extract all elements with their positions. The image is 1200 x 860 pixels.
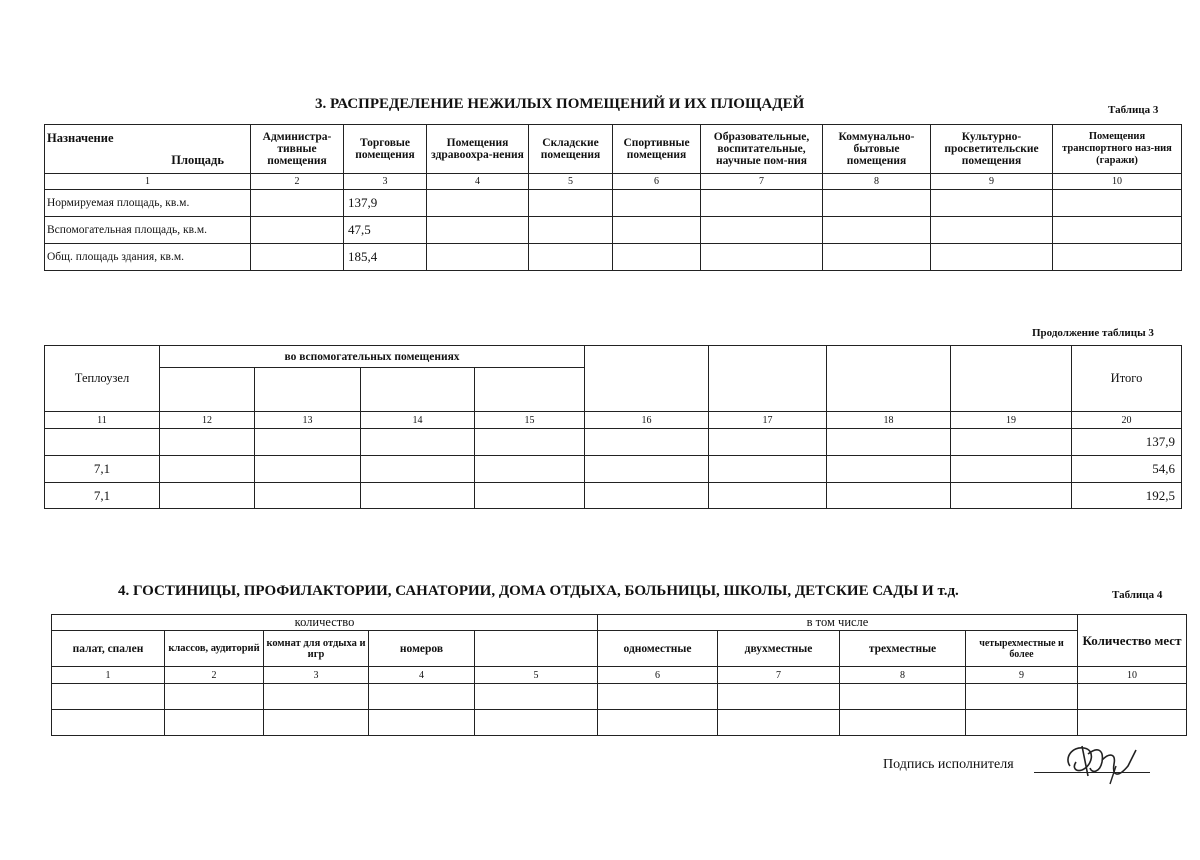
table-cell	[701, 190, 823, 217]
column-number: 2	[165, 667, 264, 684]
column-number: 7	[701, 174, 823, 190]
table3-continuation	[44, 345, 1182, 509]
table4-header-row	[52, 631, 1187, 667]
table-row	[52, 710, 1187, 736]
table-cell	[613, 217, 701, 244]
table-cell	[931, 217, 1053, 244]
table3-header-cell: Помещения транспортного наз-ния (гаражи)	[1053, 125, 1182, 174]
table-cell	[475, 483, 585, 509]
total-cell: 192,5	[1072, 483, 1182, 509]
table-cell	[718, 710, 840, 736]
column-number: 4	[369, 667, 475, 684]
table-cell	[251, 217, 344, 244]
signature-image	[1058, 736, 1142, 786]
table-cell	[251, 244, 344, 271]
column-number: 1	[52, 667, 165, 684]
table-cell	[598, 684, 718, 710]
header-aux-group: во вспомогательных помещениях	[160, 346, 585, 368]
table-cell	[709, 429, 827, 456]
column-number: 18	[827, 412, 951, 429]
table-cell	[475, 710, 598, 736]
table-cell	[264, 710, 369, 736]
table-cell	[718, 684, 840, 710]
total-cell: 54,6	[1072, 456, 1182, 483]
table-cell	[255, 368, 361, 412]
table3-header-cell: Складские помещения	[529, 125, 613, 174]
table-cell	[165, 710, 264, 736]
table-cell	[931, 190, 1053, 217]
table4-header-cell: одноместные	[598, 631, 718, 667]
column-number: 4	[427, 174, 529, 190]
table-cell	[52, 710, 165, 736]
column-number: 2	[251, 174, 344, 190]
table-cell	[827, 346, 951, 412]
column-number: 7	[718, 667, 840, 684]
table-row	[45, 190, 1182, 217]
table3-header-cell: Образовательные, воспитательные, научные пом-ния	[701, 125, 823, 174]
column-number: 12	[160, 412, 255, 429]
table-cell	[427, 190, 529, 217]
signature-label: Подпись исполнителя	[883, 757, 1014, 772]
table3-header-cell: Спортивные помещения	[613, 125, 701, 174]
table-cell	[827, 456, 951, 483]
column-number: 10	[1053, 174, 1182, 190]
column-number: 16	[585, 412, 709, 429]
table3-header-cell: Администра-тивные помещения	[251, 125, 344, 174]
column-number: 13	[255, 412, 361, 429]
table-cell	[160, 456, 255, 483]
table-cell	[529, 190, 613, 217]
table-cell	[361, 456, 475, 483]
table4-label: Таблица 4	[1112, 589, 1163, 601]
table-cell	[529, 244, 613, 271]
header-teploouzel: Теплоузел	[45, 346, 160, 412]
table-cell	[160, 483, 255, 509]
corner-top-label: Назначение	[47, 131, 114, 145]
table-cell	[823, 217, 931, 244]
header-including-group: в том числе	[598, 615, 1078, 631]
table4-header-cell: двухместные	[718, 631, 840, 667]
table-cell	[585, 346, 709, 412]
column-number: 8	[840, 667, 966, 684]
table-cell	[1078, 684, 1187, 710]
table-cell	[709, 456, 827, 483]
table-row	[45, 217, 1182, 244]
table-cell	[827, 483, 951, 509]
table-row	[45, 456, 1182, 483]
table-cell: 137,9	[344, 190, 427, 217]
table-cell	[475, 368, 585, 412]
table4-header-cell: классов, аудиторий	[165, 631, 264, 667]
table-cell	[966, 684, 1078, 710]
table3	[44, 124, 1182, 271]
column-number: 19	[951, 412, 1072, 429]
continuation-number-row	[45, 412, 1182, 429]
table-cell	[951, 429, 1072, 456]
continuation-header-row	[45, 346, 1182, 368]
table-cell	[840, 684, 966, 710]
table4-title: 4. ГОСТИНИЦЫ, ПРОФИЛАКТОРИИ, САНАТОРИИ, ДОМА ОТДЫХА, БОЛЬНИЦЫ, ШКОЛЫ, ДЕТСКИЕ САДЫ И т.д.	[118, 583, 959, 599]
table-cell: 7,1	[45, 483, 160, 509]
table-cell: 185,4	[344, 244, 427, 271]
table-cell	[585, 429, 709, 456]
column-number: 8	[823, 174, 931, 190]
table-cell	[931, 244, 1053, 271]
table-cell	[1053, 190, 1182, 217]
corner-bottom-label: Площадь	[171, 153, 224, 167]
column-number: 9	[966, 667, 1078, 684]
table-cell	[251, 190, 344, 217]
table-cell	[701, 217, 823, 244]
table-cell	[45, 429, 160, 456]
table-cell	[52, 684, 165, 710]
table-row	[52, 684, 1187, 710]
table3-corner-cell	[45, 125, 251, 174]
table4	[51, 614, 1187, 736]
table-cell	[1053, 244, 1182, 271]
table-row	[45, 483, 1182, 509]
table4-header-cell: трехместные	[840, 631, 966, 667]
table-cell	[255, 456, 361, 483]
column-number: 10	[1078, 667, 1187, 684]
header-count-group: количество	[52, 615, 598, 631]
table-cell	[823, 190, 931, 217]
header-places: Количество мест	[1078, 615, 1187, 667]
row-label: Вспомогательная площадь, кв.м.	[45, 217, 251, 244]
table-cell	[1078, 710, 1187, 736]
column-number: 3	[344, 174, 427, 190]
header-itogo: Итого	[1072, 346, 1182, 412]
table4-header-cell: четырехместные и более	[966, 631, 1078, 667]
column-number: 5	[529, 174, 613, 190]
table3-header-cell: Коммунально-бытовые помещения	[823, 125, 931, 174]
table-cell	[709, 483, 827, 509]
table-cell	[951, 483, 1072, 509]
table-cell: 47,5	[344, 217, 427, 244]
table-cell	[840, 710, 966, 736]
table3-continuation-label: Продолжение таблицы 3	[1032, 327, 1154, 339]
table-cell	[585, 483, 709, 509]
table-cell	[427, 217, 529, 244]
table-cell	[598, 710, 718, 736]
column-number: 20	[1072, 412, 1182, 429]
table-cell	[369, 684, 475, 710]
table-cell	[529, 217, 613, 244]
column-number: 5	[475, 667, 598, 684]
table-cell	[475, 456, 585, 483]
column-number: 1	[45, 174, 251, 190]
table-cell	[427, 244, 529, 271]
table-cell	[613, 190, 701, 217]
table-cell	[361, 483, 475, 509]
table-cell	[613, 244, 701, 271]
table3-label: Таблица 3	[1108, 104, 1159, 116]
table4-number-row	[52, 667, 1187, 684]
table4-header-cell: номеров	[369, 631, 475, 667]
table-row	[45, 244, 1182, 271]
table-cell	[966, 710, 1078, 736]
column-number: 17	[709, 412, 827, 429]
table-cell	[165, 684, 264, 710]
column-number: 9	[931, 174, 1053, 190]
table-cell	[160, 368, 255, 412]
table4-header-cell: палат, спален	[52, 631, 165, 667]
table-cell	[701, 244, 823, 271]
column-number: 14	[361, 412, 475, 429]
table-cell	[361, 429, 475, 456]
column-number: 3	[264, 667, 369, 684]
table-cell	[475, 684, 598, 710]
table-cell	[475, 429, 585, 456]
table-row	[45, 429, 1182, 456]
table3-header-cell: Культурно-просветительские помещения	[931, 125, 1053, 174]
column-number: 6	[598, 667, 718, 684]
row-label: Нормируемая площадь, кв.м.	[45, 190, 251, 217]
table3-header-cell: Помещения здравоохра-нения	[427, 125, 529, 174]
table4-header-cell	[475, 631, 598, 667]
table4-header-cell: комнат для отдыха и игр	[264, 631, 369, 667]
table-cell	[160, 429, 255, 456]
table-cell	[823, 244, 931, 271]
table-cell	[951, 346, 1072, 412]
table-cell	[255, 429, 361, 456]
table-cell	[709, 346, 827, 412]
table4-group-row	[52, 615, 1187, 631]
table-cell	[827, 429, 951, 456]
table-cell: 7,1	[45, 456, 160, 483]
table3-header-cell: Торговые помещения	[344, 125, 427, 174]
table3-number-row	[45, 174, 1182, 190]
column-number: 15	[475, 412, 585, 429]
table-cell	[369, 710, 475, 736]
row-label: Общ. площадь здания, кв.м.	[45, 244, 251, 271]
table-cell	[1053, 217, 1182, 244]
table-cell	[264, 684, 369, 710]
table-cell	[585, 456, 709, 483]
column-number: 6	[613, 174, 701, 190]
table-cell	[255, 483, 361, 509]
table3-title: 3. РАСПРЕДЕЛЕНИЕ НЕЖИЛЫХ ПОМЕЩЕНИЙ И ИХ ПЛОЩАДЕЙ	[315, 96, 805, 112]
total-cell: 137,9	[1072, 429, 1182, 456]
table-cell	[951, 456, 1072, 483]
column-number: 11	[45, 412, 160, 429]
table3-header-row	[45, 125, 1182, 174]
table-cell	[361, 368, 475, 412]
